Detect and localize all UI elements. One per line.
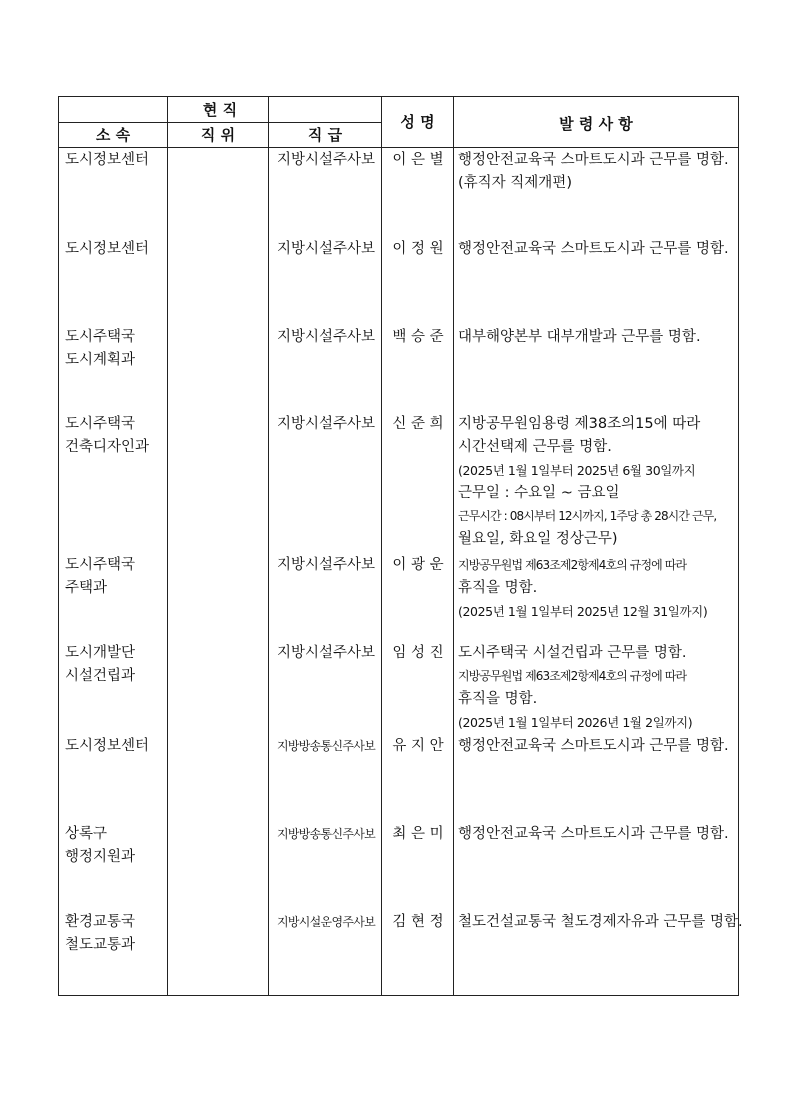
affiliation-line: 행정지원과 <box>65 849 136 865</box>
appointment-line: (2025년 1월 1일부터 2026년 1월 2일까지) <box>458 715 693 730</box>
row-affiliation <box>65 642 165 688</box>
appointment-line: (2025년 1월 1일부터 2025년 12월 31일까지) <box>458 604 708 619</box>
affiliation-line: 도시주택국 <box>65 329 136 345</box>
row-rank: 지방방송통신주사보 <box>276 739 376 753</box>
appointment-line: 지방공무원법 제63조제2항제4호의 규정에 따라 <box>458 669 687 683</box>
row-name: 이 광 운 <box>392 557 444 573</box>
column-divider <box>268 97 269 995</box>
affiliation-line: 철도교통과 <box>65 937 136 953</box>
row-appointment <box>458 911 743 934</box>
row-appointment <box>458 326 738 349</box>
appointment-line: 월요일, 화요일 정상근무) <box>458 531 618 547</box>
row-name: 백 승 준 <box>392 329 444 345</box>
affiliation-line: 도시개발단 <box>65 645 136 661</box>
header-rank: 직 급 <box>307 126 343 144</box>
row-appointment <box>458 238 738 261</box>
affiliation-line: 도시정보센터 <box>65 241 150 257</box>
affiliation-line: 시설건립과 <box>65 668 136 684</box>
row-rank: 지방시설주사보 <box>276 329 376 345</box>
header-divider <box>59 122 381 123</box>
affiliation-line: 도시정보센터 <box>65 738 150 754</box>
row-name: 이 정 원 <box>392 241 444 257</box>
personnel-appointment-table <box>58 96 743 996</box>
appointment-line: (휴직자 직제개편) <box>458 175 572 191</box>
row-appointment <box>458 642 738 734</box>
affiliation-line: 건축디자인과 <box>65 439 150 455</box>
appointment-line: 시간선택제 근무를 명함. <box>458 439 612 455</box>
row-rank: 지방시설주사보 <box>276 241 376 257</box>
row-rank: 지방시설운영주사보 <box>276 915 376 929</box>
appointment-line: 행정안전교육국 스마트도시과 근무를 명함. <box>458 826 729 842</box>
appointment-line: 행정안전교육국 스마트도시과 근무를 명함. <box>458 152 729 168</box>
row-appointment <box>458 735 738 758</box>
row-affiliation <box>65 149 165 172</box>
header-position: 직 위 <box>200 126 236 144</box>
affiliation-line: 주택과 <box>65 580 108 596</box>
row-name: 유 지 안 <box>392 738 444 754</box>
row-affiliation <box>65 554 165 600</box>
affiliation-line: 도시주택국 <box>65 557 136 573</box>
header-appointment: 발 령 사 항 <box>559 115 633 133</box>
appointment-line: 근무시간 : 08시부터 12시까지, 1주당 총 28시간 근무, <box>458 509 717 523</box>
column-divider <box>167 97 168 995</box>
affiliation-line: 도시주택국 <box>65 416 136 432</box>
row-name: 신 준 희 <box>392 416 444 432</box>
row-appointment <box>458 413 738 551</box>
appointment-line: 행정안전교육국 스마트도시과 근무를 명함. <box>458 241 729 257</box>
row-affiliation <box>65 911 165 957</box>
row-affiliation <box>65 238 165 261</box>
appointment-line: 지방공무원임용령 제38조의15에 따라 <box>458 416 701 432</box>
row-rank: 지방시설주사보 <box>276 645 376 661</box>
appointment-line: 행정안전교육국 스마트도시과 근무를 명함. <box>458 738 729 754</box>
appointment-line: 휴직을 명함. <box>458 691 538 707</box>
appointment-line: 휴직을 명함. <box>458 580 538 596</box>
affiliation-line: 상록구 <box>65 826 108 842</box>
column-divider <box>453 97 454 995</box>
row-name: 최 은 미 <box>392 826 444 842</box>
row-rank: 지방시설주사보 <box>276 152 376 168</box>
row-affiliation <box>65 823 165 869</box>
row-name: 김 현 정 <box>392 914 444 930</box>
row-name: 이 은 별 <box>392 152 444 168</box>
header-divider <box>59 147 738 148</box>
appointment-line: (2025년 1월 1일부터 2025년 6월 30일까지 <box>458 463 696 478</box>
row-rank: 지방시설주사보 <box>276 557 376 573</box>
appointment-line: 대부해양본부 대부개발과 근무를 명함. <box>458 329 701 345</box>
appointment-line: 철도건설교통국 철도경제자유과 근무를 명함. <box>458 914 743 930</box>
row-appointment <box>458 823 738 846</box>
header-current-position: 현 직 <box>202 101 238 119</box>
row-appointment <box>458 554 738 623</box>
affiliation-line: 도시정보센터 <box>65 152 150 168</box>
affiliation-line: 환경교통국 <box>65 914 136 930</box>
row-appointment <box>458 149 738 195</box>
row-affiliation <box>65 326 165 372</box>
row-rank: 지방방송통신주사보 <box>276 827 376 841</box>
appointment-line: 지방공무원법 제63조제2항제4호의 규정에 따라 <box>458 558 687 572</box>
row-affiliation <box>65 735 165 758</box>
header-name: 성 명 <box>400 113 435 131</box>
row-name: 임 성 진 <box>392 645 444 661</box>
column-divider <box>381 97 382 995</box>
header-affiliation: 소 속 <box>95 126 131 144</box>
affiliation-line: 도시계획과 <box>65 352 136 368</box>
row-affiliation <box>65 413 165 459</box>
appointment-line: 도시주택국 시설건립과 근무를 명함. <box>458 645 687 661</box>
row-rank: 지방시설주사보 <box>276 416 376 432</box>
appointment-line: 근무일 : 수요일 ~ 금요일 <box>458 485 620 501</box>
